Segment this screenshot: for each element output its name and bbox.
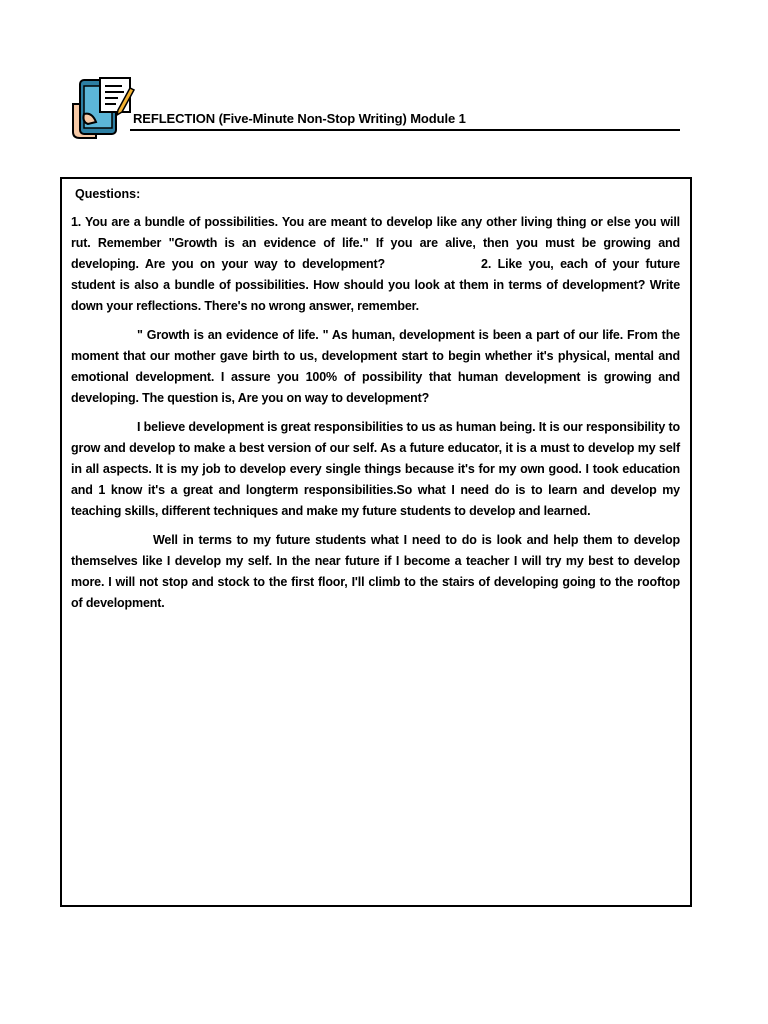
- page-header: [70, 74, 680, 144]
- questions-heading: Questions:: [75, 187, 141, 201]
- question-2: 2. Like you, each of your future student is also a bundle of possibilities. How should you look at them in terms of development? Write down your reflections. There's no wrong answer, remember.: [71, 257, 680, 313]
- tablet-document-pencil-icon: [70, 74, 138, 142]
- questions-paragraph: [71, 212, 680, 317]
- answer-paragraph-2: I believe development is great responsibilities to us as human being. It is our responsibility to grow and develop to make a best version of our self. As a future educator, it is a must to develop my self in all aspects. It is my job to develop every single things because it's for my own good. I took education and 1 know it's a great and longterm responsibilities.So what I need do is to learn and develop my teaching skills, different techniques and make my future students to develop and learned.: [71, 420, 680, 518]
- title-underline: [130, 129, 680, 131]
- question-1: 1. You are a bundle of possibilities. You are meant to develop like any other living thing or else you will rut. Remember "Growth is an evidence of life." If you are alive, then you must be growing and developing. Are you on your way to development?: [71, 215, 680, 271]
- page-title: REFLECTION (Five-Minute Non-Stop Writing) Module 1: [133, 111, 466, 126]
- answer-paragraph-3: Well in terms to my future students what I need to do is look and help them to develop themselves like I develop my self. In the near future if I become a teacher I will try my best to develop more. I will not stop and stock to the first floor, I'll climb to the stairs of developing going to the rooftop of development.: [71, 533, 680, 610]
- reflection-answer-box: [60, 177, 692, 907]
- answer-paragraph-1: " Growth is an evidence of life. " As human, development is been a part of our life. From the moment that our mother gave birth to us, development start to begin whether it's physical, mental and emotional development. I assure you 100% of possibility that human development is growing and developing. The question is, Are you on way to development?: [71, 328, 680, 405]
